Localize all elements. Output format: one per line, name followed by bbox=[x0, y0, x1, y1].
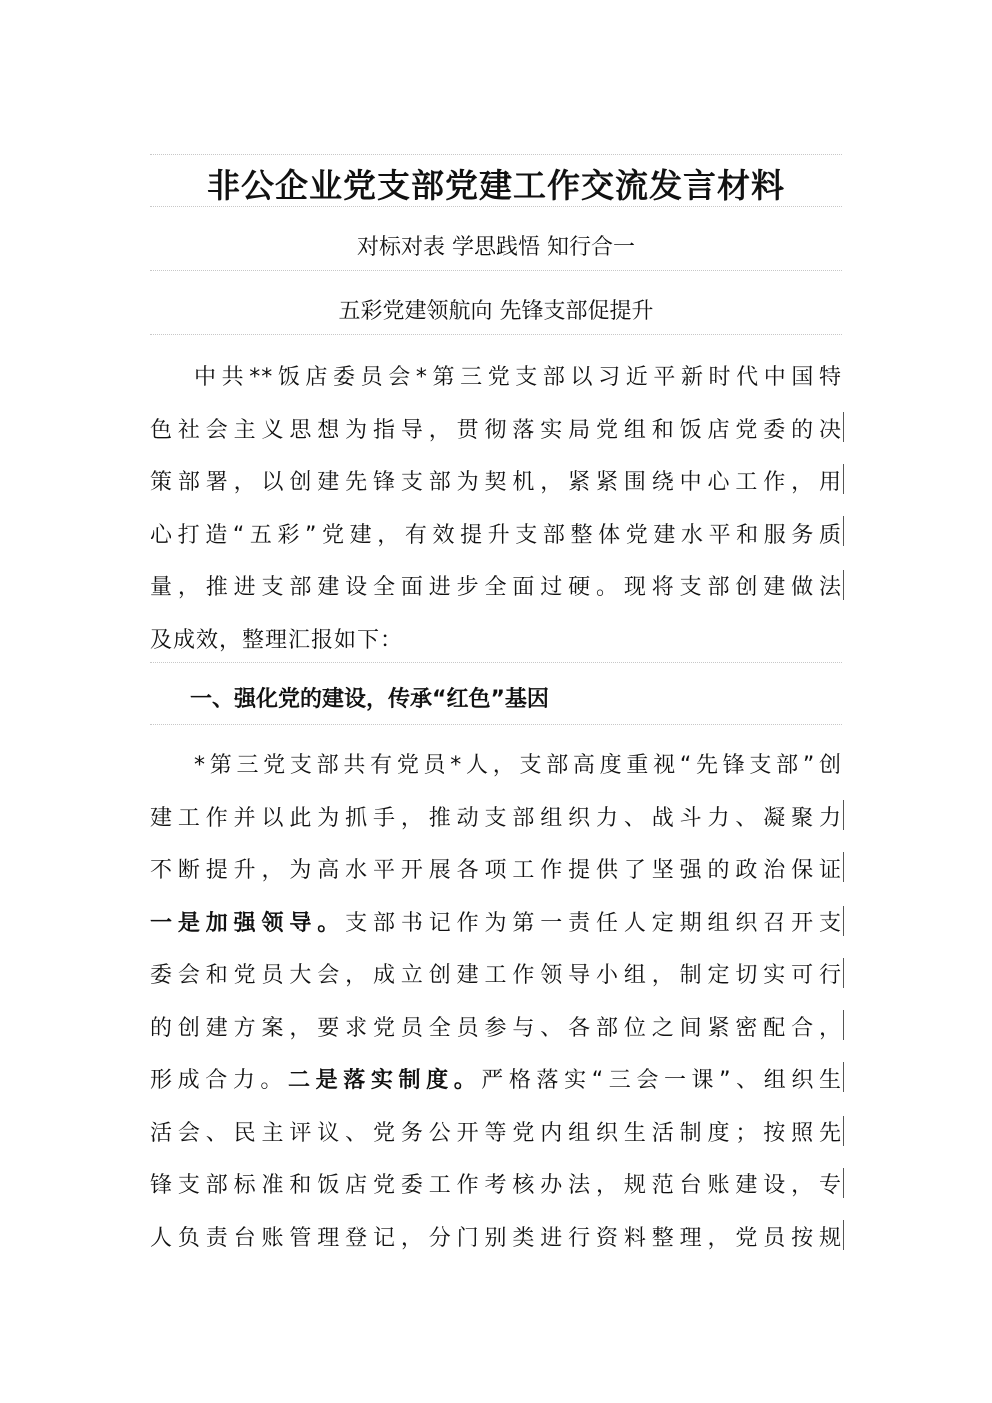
subtitle-2: 五彩党建领航向 先锋支部促提升 bbox=[338, 299, 654, 324]
point-2-label: 二是落实制度。 bbox=[288, 1068, 482, 1093]
subtitle-1: 对标对表 学思践悟 知行合一 bbox=[357, 235, 635, 260]
intro-line: 策部署，以创建先锋支部为契机，紧紧围绕中心工作，用 bbox=[150, 470, 842, 495]
point-1-first-text: 支部书记作为第一责任人定期组织召开支 bbox=[345, 910, 842, 936]
body-line: 建工作并以此为抓手，推动支部组织力、战斗力、凝聚力 bbox=[150, 805, 842, 831]
margin-mark bbox=[843, 1116, 844, 1146]
body-line: *第三党支部共有党员*人，支部高度重视“先锋支部”创 bbox=[194, 753, 842, 778]
intro-rule bbox=[150, 662, 842, 663]
margin-mark bbox=[843, 852, 844, 882]
intro-paragraph bbox=[150, 352, 842, 667]
margin-mark bbox=[843, 800, 844, 830]
intro-line: 量，推进支部建设全面进步全面过硬。现将支部创建做法 bbox=[150, 575, 842, 600]
point-2-first-text: 严格落实“三会一课”、组织生 bbox=[481, 1068, 842, 1093]
intro-line: 色社会主义思想为指导，贯彻落实局党组和饭店党委的决 bbox=[150, 417, 842, 443]
margin-mark bbox=[843, 1168, 844, 1198]
margin-mark bbox=[843, 1220, 844, 1250]
subtitle-2-rule bbox=[150, 334, 842, 335]
margin-mark bbox=[843, 412, 844, 442]
section-1-rule bbox=[150, 724, 842, 725]
body-line: 活会、民主评议、党务公开等党内组织生活制度；按照先 bbox=[150, 1120, 842, 1146]
margin-mark bbox=[843, 516, 844, 546]
intro-line: 及成效，整理汇报如下： bbox=[150, 627, 404, 653]
margin-mark bbox=[843, 1062, 844, 1092]
subtitle-1-rule bbox=[150, 270, 842, 271]
point-2-first-line bbox=[150, 1055, 842, 1108]
body-line: 的创建方案，要求党员全员参与、各部位之间紧密配合， bbox=[150, 1015, 842, 1041]
top-rule bbox=[150, 154, 842, 155]
point-1-tail: 形成合力。 bbox=[150, 1068, 289, 1093]
body-line: 人负责台账管理登记，分门别类进行资料整理，党员按规 bbox=[150, 1225, 842, 1251]
body-line: 不断提升，为高水平开展各项工作提供了坚强的政治保证 bbox=[150, 858, 842, 883]
section-1-paragraph bbox=[150, 740, 842, 1265]
intro-line: 心打造“五彩”党建，有效提升支部整体党建水平和服务质 bbox=[150, 522, 842, 548]
point-1-first-line bbox=[150, 898, 842, 951]
title-rule bbox=[150, 206, 842, 207]
margin-mark bbox=[843, 570, 844, 600]
intro-line: 中共**饭店委员会*第三党支部以习近平新时代中国特 bbox=[194, 365, 842, 390]
point-1-label: 一是加强领导。 bbox=[150, 910, 346, 936]
body-line: 锋支部标准和饭店党委工作考核办法，规范台账建设，专 bbox=[150, 1173, 842, 1198]
body-line: 委会和党员大会，成立创建工作领导小组，制定切实可行 bbox=[150, 963, 842, 988]
margin-mark bbox=[843, 464, 844, 494]
section-1-heading: 一、强化党的建设，传承“红色”基因 bbox=[190, 687, 549, 712]
margin-mark bbox=[843, 958, 844, 988]
document-title: 非公企业党支部党建工作交流发言材料 bbox=[207, 166, 785, 205]
margin-mark bbox=[843, 1010, 844, 1040]
margin-mark bbox=[843, 906, 844, 936]
